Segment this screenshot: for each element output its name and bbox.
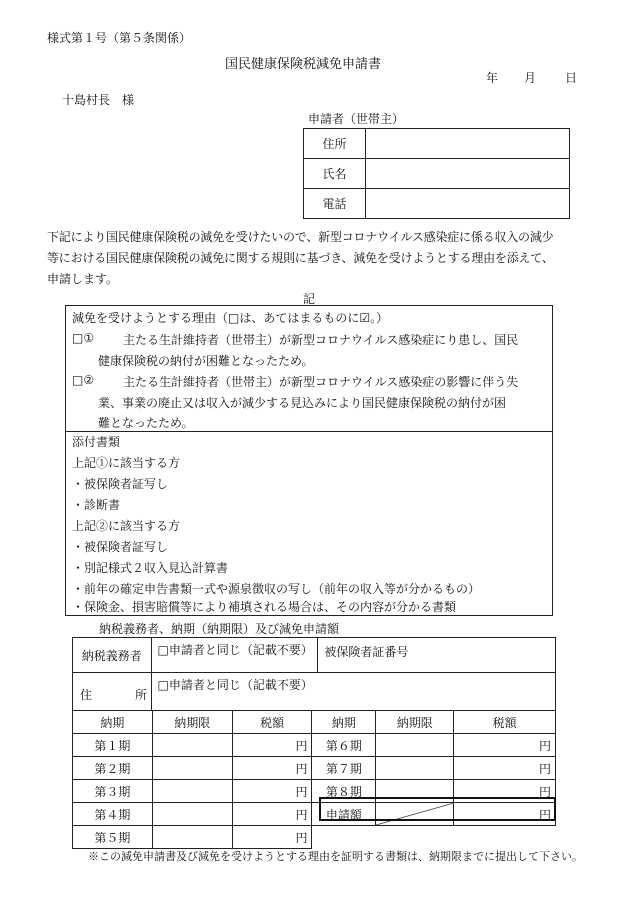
tax-table-caption: 納税義務者、納期（納期限）及び減免申請額 — [99, 622, 340, 636]
reason-section — [65, 305, 553, 432]
period-label: 第５期 — [73, 826, 153, 849]
period-label: 第６期 — [312, 734, 376, 757]
reason-2-line-1: 主たる生計維持者（世帯主）が新型コロナウイルス感染症の影響に伴う失 — [123, 375, 519, 389]
amount-field[interactable]: 円 — [232, 780, 312, 803]
request-label: 申請額 — [312, 803, 376, 826]
attachment-line: ・診断書 — [72, 498, 121, 512]
amount-field[interactable]: 円 — [454, 780, 556, 803]
period-label: 第７期 — [312, 757, 376, 780]
period-label: 第３期 — [73, 780, 153, 803]
deadline-field[interactable] — [376, 734, 454, 757]
page-title: 国民健康保険税減免申請書 — [225, 57, 382, 72]
date-month-label: 月 — [524, 71, 537, 85]
deadline-field[interactable] — [152, 780, 232, 803]
intro-line-3: 申請します。 — [47, 272, 119, 286]
taxpayer-same-as-applicant[interactable]: □申請者と同じ（記載不要） — [157, 643, 313, 657]
date-year-label: 年 — [486, 71, 499, 85]
attachment-line: 上記①に該当する方 — [72, 456, 181, 470]
col-period: 納期 — [73, 711, 153, 734]
applicant-row-phone — [304, 189, 570, 219]
address-label-a: 住 — [80, 688, 93, 702]
address-label-b: 所 — [135, 688, 148, 702]
deadline-field[interactable] — [152, 757, 232, 780]
form-number: 様式第１号（第５条関係） — [47, 31, 192, 45]
col-period: 納期 — [312, 711, 376, 734]
amount-field[interactable]: 円 — [454, 734, 556, 757]
name-label: 氏名 — [304, 159, 366, 189]
request-amount-highlight — [319, 797, 556, 821]
amount-field[interactable]: 円 — [232, 826, 312, 849]
attachment-line: ・保険金、損害賠償等により補填される場合は、その内容が分かる書類 — [72, 600, 457, 614]
request-amount-field[interactable]: 円 — [454, 803, 556, 826]
reason-heading: 減免を受けようとする理由（□は、あてはまるものに☑。） — [72, 311, 389, 325]
tax-period-table — [72, 710, 556, 849]
attachment-line: ・被保険者証写し — [72, 540, 169, 554]
amount-field[interactable]: 円 — [232, 734, 312, 757]
period-label: 第８期 — [312, 780, 376, 803]
amount-field[interactable]: 円 — [232, 803, 312, 826]
period-label: 第４期 — [73, 803, 153, 826]
deadline-field[interactable] — [152, 734, 232, 757]
applicant-table — [303, 128, 570, 219]
attachment-line: 上記②に該当する方 — [72, 519, 181, 533]
insured-number-label: 被保険者証番号 — [324, 645, 409, 659]
name-field[interactable] — [366, 159, 570, 189]
deadline-field[interactable] — [376, 757, 454, 780]
applicant-row-address — [304, 129, 570, 159]
reason-1-checkbox[interactable]: □① — [72, 331, 95, 345]
addressee: 十島村長 様 — [62, 93, 135, 107]
attachments-section — [65, 429, 553, 616]
ki-label: 記 — [303, 292, 316, 306]
col-deadline: 納期限 — [152, 711, 232, 734]
amount-field[interactable]: 円 — [232, 757, 312, 780]
deadline-field[interactable] — [152, 826, 232, 849]
applicant-heading: 申請者（世帯主） — [308, 112, 405, 126]
phone-field[interactable] — [366, 189, 570, 219]
attachment-line: ・前年の確定申告書類一式や源泉徴収の写し（前年の収入等が分かるもの） — [72, 582, 481, 596]
attachment-line: ・被保険者証写し — [72, 477, 169, 491]
reason-2-checkbox[interactable]: □② — [72, 373, 95, 387]
reason-2-line-2: 業、事業の廃止又は収入が減少する見込みにより国民健康保険税の納付が困 — [98, 396, 507, 410]
reason-1-line-1: 主たる生計維持者（世帯主）が新型コロナウイルス感染症にり患し、国民 — [123, 333, 519, 347]
col-amount: 税額 — [232, 711, 312, 734]
address-label: 住所 — [304, 129, 366, 159]
amount-field[interactable]: 円 — [454, 757, 556, 780]
taxpayer-label: 納税義務者 — [73, 638, 152, 673]
reason-2-line-3: 難となったため。 — [98, 416, 194, 430]
intro-line-2: 等における国民健康保険税の減免に関する規則に基づき、減免を受けようとする理由を添えて、 — [47, 251, 554, 265]
intro-line-1: 下記により国民健康保険税の減免を受けたいので、新型コロナウイルス感染症に係る収入の減少 — [47, 230, 554, 244]
period-label: 第２期 — [73, 757, 153, 780]
attachment-line: ・別記様式２収入見込計算書 — [72, 561, 229, 575]
col-amount: 税額 — [454, 711, 556, 734]
footnote: ※この減免申請書及び減免を受けようとする理由を証明する書類は、納期限までに提出して下さい。 — [88, 850, 583, 863]
attachments-heading: 添付書類 — [72, 435, 121, 449]
address-field[interactable] — [366, 129, 570, 159]
deadline-field[interactable] — [152, 803, 232, 826]
col-deadline: 納期限 — [376, 711, 454, 734]
date-day-label: 日 — [565, 71, 578, 85]
address-same-as-applicant[interactable]: □申請者と同じ（記載不要） — [157, 678, 313, 692]
reason-1-line-2: 健康保険税の納付が困難となったため。 — [98, 354, 314, 368]
taxpayer-table — [72, 637, 556, 711]
period-label: 第１期 — [73, 734, 153, 757]
phone-label: 電話 — [304, 189, 366, 219]
applicant-row-name — [304, 159, 570, 189]
